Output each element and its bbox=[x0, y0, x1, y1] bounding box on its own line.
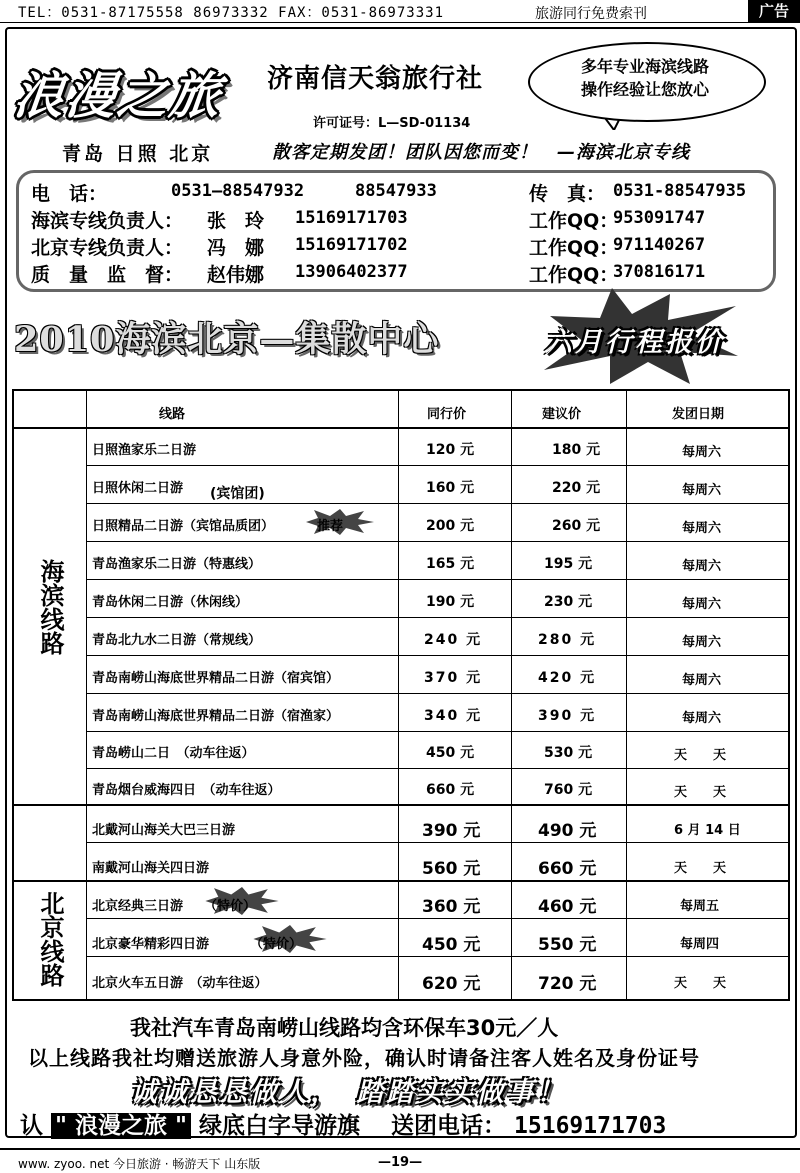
row-rule bbox=[86, 579, 788, 580]
header-rule bbox=[14, 427, 788, 429]
departure-date: 每周六 bbox=[682, 673, 722, 688]
peer-price: 620 元 bbox=[422, 974, 481, 994]
suggest-price: 260 元 bbox=[552, 518, 601, 534]
guide-flag-line bbox=[20, 1107, 666, 1140]
contact-mobile: 15169171703 bbox=[295, 208, 408, 228]
peer-price: 165 元 bbox=[426, 556, 475, 572]
row-rule bbox=[86, 541, 788, 542]
peer-price: 160 元 bbox=[426, 480, 475, 496]
suggest-price: 530 元 bbox=[544, 745, 593, 761]
departure-date: 每周六 bbox=[682, 445, 722, 460]
contact-qq-label: 工作QQ： bbox=[529, 210, 619, 232]
departure-date: 天 天 bbox=[674, 785, 727, 800]
route-note: (宾馆团) bbox=[210, 486, 265, 502]
contact-qq: 953091747 bbox=[613, 208, 706, 228]
peer-price: 240 元 bbox=[424, 632, 483, 648]
peer-price: 120 元 bbox=[426, 442, 475, 458]
peer-price: 450 元 bbox=[426, 745, 475, 761]
header-tel-fax: TEL：0531-87175558 86973332 FAX：0531-86973331 bbox=[18, 5, 445, 21]
license-number: 许可证号：L—SD-01134 bbox=[313, 116, 471, 131]
route-name: 青岛休闲二日游（休闲线） bbox=[92, 595, 249, 610]
route-name: 北京经典三日游 bbox=[92, 899, 184, 914]
phone-2: 88547933 bbox=[355, 181, 437, 201]
row-rule bbox=[86, 617, 788, 618]
suggest-price: 220 元 bbox=[552, 480, 601, 496]
route-name: 青岛渔家乐二日游（特惠线） bbox=[92, 557, 262, 572]
contact-qq: 370816171 bbox=[613, 262, 706, 282]
route-name: 日照精品二日游（宾馆品质团） bbox=[92, 519, 275, 534]
suggest-price: 660 元 bbox=[538, 859, 597, 879]
row-rule bbox=[86, 956, 788, 957]
flag-phone: 15169171703 bbox=[514, 1113, 667, 1139]
bubble-line-1: 多年专业海滨线路 bbox=[580, 57, 709, 76]
peer-price: 390 元 bbox=[422, 821, 481, 841]
group-label-text: 北京线路 bbox=[36, 891, 64, 987]
banner-title: 2010海滨北京—集散中心 bbox=[14, 319, 440, 360]
banner-subtitle: 六月行程报价 bbox=[545, 327, 725, 358]
row-rule bbox=[86, 768, 788, 769]
route-name: 北京豪华精彩四日游 bbox=[92, 937, 210, 952]
header-route: 线路 bbox=[159, 407, 186, 422]
header-departure: 发团日期 bbox=[672, 407, 725, 422]
suggest-price: 230 元 bbox=[544, 594, 593, 610]
bottom-strip bbox=[0, 1148, 800, 1173]
route-name: 青岛烟台威海四日 （动车往返） bbox=[92, 783, 281, 798]
fax-number: 0531-88547935 bbox=[613, 181, 747, 201]
row-rule bbox=[86, 731, 788, 732]
row-rule bbox=[86, 842, 788, 843]
peer-price: 370 元 bbox=[424, 670, 483, 686]
contact-name: 张 玲 bbox=[207, 210, 265, 232]
contact-mobile: 13906402377 bbox=[295, 262, 408, 282]
peer-price: 340 元 bbox=[424, 708, 483, 724]
brand-logo: 浪漫之旅 bbox=[10, 66, 225, 125]
suggest-price: 180 元 bbox=[552, 442, 601, 458]
suggest-price: 460 元 bbox=[538, 897, 597, 917]
price-table bbox=[12, 389, 790, 1001]
flag-suffix: 绿底白字导游旗 送团电话： bbox=[199, 1113, 507, 1139]
departure-date: 每周六 bbox=[682, 711, 722, 726]
bubble-line-2: 操作经验让您放心 bbox=[580, 80, 709, 99]
contact-name: 冯 娜 bbox=[207, 237, 265, 259]
header-peer-price: 同行价 bbox=[427, 407, 467, 422]
suggest-price: 490 元 bbox=[538, 821, 597, 841]
header-strip bbox=[0, 0, 800, 23]
speech-bubble-text bbox=[542, 55, 748, 101]
col-divider bbox=[626, 391, 627, 999]
departure-date: 每周六 bbox=[682, 483, 722, 498]
contact-box bbox=[16, 170, 776, 292]
insurance-note: 以上线路我社均赠送旅游人身意外险，确认时请备注客人姓名及身份证号 bbox=[28, 1046, 700, 1070]
route-note: （特价） bbox=[204, 899, 257, 914]
eco-bus-note: 我社汽车青岛南崂山线路均含环保车30元／人 bbox=[130, 1016, 559, 1040]
route-name: 北戴河山海关大巴三日游 bbox=[92, 823, 236, 838]
departure-date: 6 月 14 日 bbox=[674, 823, 741, 838]
group-rule bbox=[14, 804, 788, 806]
departure-date: 每周五 bbox=[680, 899, 720, 914]
phone-1: 0531—88547932 bbox=[171, 181, 305, 201]
route-name: 青岛北九水二日游（常规线） bbox=[92, 633, 262, 648]
suggest-price: 420 元 bbox=[538, 670, 597, 686]
contact-role: 北京专线负责人： bbox=[31, 237, 184, 259]
group-label-coastal bbox=[30, 559, 70, 655]
contact-qq-label: 工作QQ： bbox=[529, 237, 619, 259]
site-footer: www. zyoo. net 今日旅游 · 畅游天下 山东版 bbox=[18, 1157, 261, 1171]
departure-date: 每周六 bbox=[682, 521, 722, 536]
contact-mobile: 15169171702 bbox=[295, 235, 408, 255]
peer-price: 660 元 bbox=[426, 782, 475, 798]
route-name: 北京火车五日游 （动车往返） bbox=[92, 976, 268, 991]
group-label-text: 海滨线路 bbox=[36, 559, 64, 655]
col-divider bbox=[511, 391, 512, 999]
contact-name: 赵伟娜 bbox=[207, 264, 265, 286]
header-guide: 旅游同行免费索刊 bbox=[535, 6, 647, 22]
route-note: （特价） bbox=[250, 937, 303, 952]
flag-prefix: 认 bbox=[20, 1113, 43, 1139]
group-label-beijing bbox=[30, 891, 70, 987]
suggest-price: 280 元 bbox=[538, 632, 597, 648]
route-name: 青岛崂山二日 （动车往返） bbox=[92, 746, 255, 761]
suggest-price: 550 元 bbox=[538, 935, 597, 955]
peer-price: 560 元 bbox=[422, 859, 481, 879]
route-name: 南戴河山海关四日游 bbox=[92, 861, 210, 876]
agency-name: 济南信天翁旅行社 bbox=[267, 64, 484, 94]
route-name: 日照休闲二日游 bbox=[92, 481, 184, 496]
contact-qq-label: 工作QQ： bbox=[529, 264, 619, 286]
peer-price: 190 元 bbox=[426, 594, 475, 610]
page-number: —19— bbox=[378, 1155, 423, 1170]
route-name: 青岛南崂山海底世界精品二日游（宿渔家） bbox=[92, 709, 340, 724]
group-rule bbox=[14, 880, 788, 882]
header-suggest-price: 建议价 bbox=[542, 407, 582, 422]
route-note: 推荐 bbox=[317, 519, 344, 534]
suggest-price: 390 元 bbox=[538, 708, 597, 724]
suggest-price: 195 元 bbox=[544, 556, 593, 572]
suggest-price: 760 元 bbox=[544, 782, 593, 798]
departure-date: 天 天 bbox=[674, 861, 727, 876]
departure-date: 每周六 bbox=[682, 597, 722, 612]
peer-price: 450 元 bbox=[422, 935, 481, 955]
contact-role: 质 量 监 督： bbox=[31, 264, 184, 286]
departure-date: 天 天 bbox=[674, 976, 727, 991]
ad-tag: 广告 bbox=[748, 0, 800, 22]
peer-price: 200 元 bbox=[426, 518, 475, 534]
peer-price: 360 元 bbox=[422, 897, 481, 917]
contact-role: 海滨专线负责人： bbox=[31, 210, 184, 232]
suggest-price: 720 元 bbox=[538, 974, 597, 994]
row-rule bbox=[86, 655, 788, 656]
row-rule bbox=[86, 465, 788, 466]
motto: 诚诚恳恳做人， 踏踏实实做事！ bbox=[130, 1077, 567, 1108]
cities: 青岛 日照 北京 bbox=[62, 143, 214, 165]
departure-date: 每周六 bbox=[682, 635, 722, 650]
slogan: 散客定期发团！团队因您而变！ —海滨北京专线 bbox=[272, 142, 690, 163]
fax-label: 传 真： bbox=[529, 183, 606, 205]
departure-date: 每周六 bbox=[682, 559, 722, 574]
departure-date: 天 天 bbox=[674, 748, 727, 763]
col-divider bbox=[398, 391, 399, 999]
row-rule bbox=[86, 503, 788, 504]
flag-brand: " 浪漫之旅 " bbox=[51, 1113, 191, 1139]
col-divider bbox=[86, 391, 87, 999]
contact-qq: 971140267 bbox=[613, 235, 706, 255]
route-name: 日照渔家乐二日游 bbox=[92, 443, 197, 458]
row-rule bbox=[86, 918, 788, 919]
departure-date: 每周四 bbox=[680, 937, 720, 952]
row-rule bbox=[86, 693, 788, 694]
phone-label: 电 话： bbox=[31, 183, 108, 205]
route-name: 青岛南崂山海底世界精品二日游（宿宾馆） bbox=[92, 671, 340, 686]
